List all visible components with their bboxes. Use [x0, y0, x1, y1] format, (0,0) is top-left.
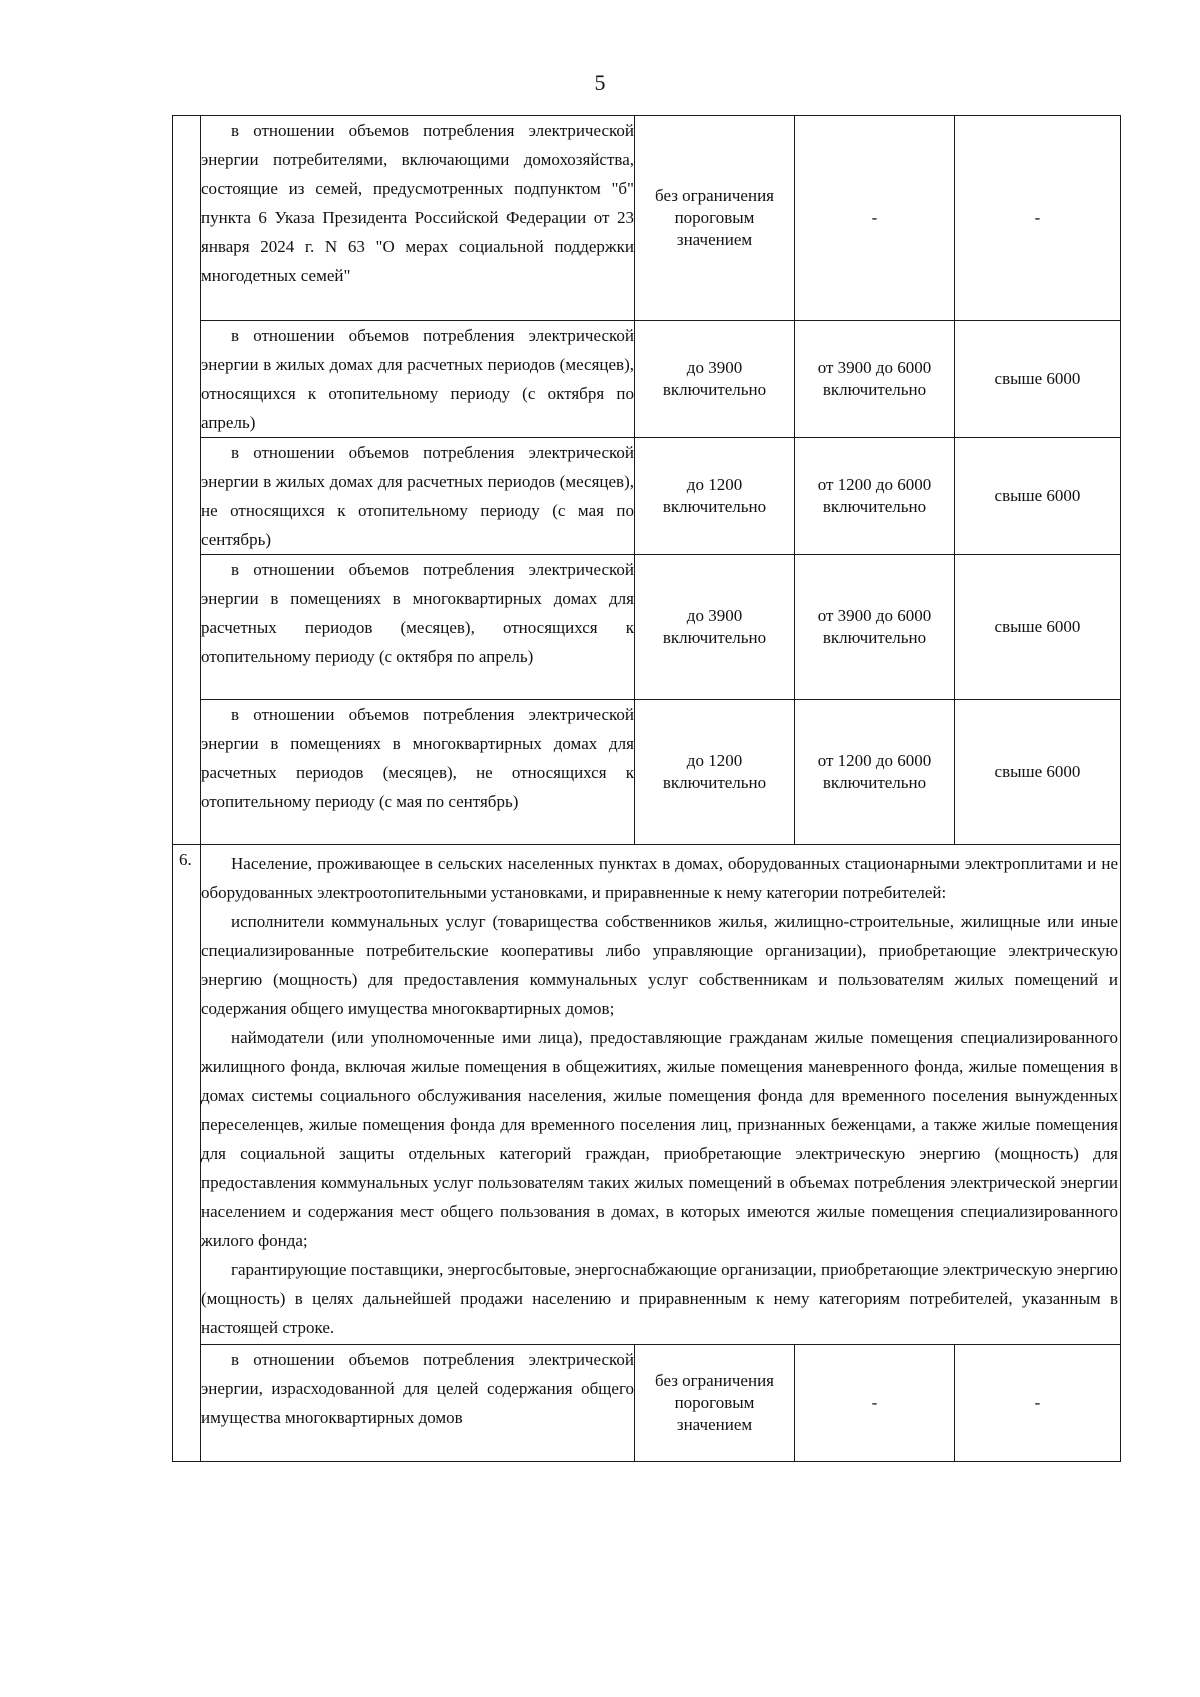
- threshold-2-cell: от 1200 до 6000 включительно: [795, 438, 955, 555]
- row-number: 6.: [179, 850, 192, 869]
- description-cell: [201, 116, 635, 321]
- threshold-3-cell: свыше 6000: [955, 700, 1121, 845]
- threshold-1-cell: без ограничения пороговым значением: [635, 116, 795, 321]
- table-row: [173, 700, 1121, 845]
- table-row: [173, 1345, 1121, 1462]
- threshold-2-cell: -: [795, 116, 955, 321]
- description-cell: [201, 1345, 635, 1462]
- threshold-3-cell: свыше 6000: [955, 555, 1121, 700]
- description-cell: [201, 700, 635, 845]
- table-row: [173, 555, 1121, 700]
- threshold-1-cell: до 3900 включительно: [635, 555, 795, 700]
- table-row: [173, 845, 1121, 1345]
- row-description: в отношении объемов потребления электрической энергии потребителями, включающими домохозяйства, состоящие из семей, предусмотренных подпунктом "б" пункта 6 Указа Президента Российской Федерации от 23 января 2024 г. N 63 "О мерах социальной поддержки многодетных семей": [201, 121, 634, 285]
- page-number: 5: [594, 70, 606, 95]
- section-6-text-cell: [201, 845, 1121, 1345]
- description-cell: [201, 555, 635, 700]
- row-description: в отношении объемов потребления электрической энергии в жилых домах для расчетных периодов (месяцев), не относящихся к отопительному периоду (с мая по сентябрь): [201, 443, 634, 549]
- section-6-paragraph-2: исполнители коммунальных услуг (товарищества собственников жилья, жилищно-строительные, жилищные или иные специализированные потребительские кооперативы либо управляющие организации), приобретающие электрическую энергию (мощность) для предоставления коммунальных услуг собственникам и пользователям жилых помещений и содержания общего имущества многоквартирных домов;: [201, 912, 1118, 1018]
- table-row: [173, 116, 1121, 321]
- threshold-2-cell: от 3900 до 6000 включительно: [795, 555, 955, 700]
- description-cell: [201, 438, 635, 555]
- threshold-3-cell: свыше 6000: [955, 321, 1121, 438]
- row-description: в отношении объемов потребления электрической энергии в жилых домах для расчетных периодов (месяцев), относящихся к отопительному периоду (с октября по апрель): [201, 326, 634, 432]
- tariff-table: [172, 115, 1121, 1462]
- threshold-3-cell: -: [955, 116, 1121, 321]
- row-description: в отношении объемов потребления электрической энергии, израсходованной для целей содержания общего имущества многоквартирных домов: [201, 1350, 634, 1427]
- row-description: в отношении объемов потребления электрической энергии в помещениях в многоквартирных домах для расчетных периодов (месяцев), относящихся к отопительному периоду (с октября по апрель): [201, 560, 634, 666]
- description-cell: [201, 321, 635, 438]
- row-description: в отношении объемов потребления электрической энергии в помещениях в многоквартирных домах для расчетных периодов (месяцев), не относящихся к отопительному периоду (с мая по сентябрь): [201, 705, 634, 811]
- table-row: [173, 321, 1121, 438]
- section-6-paragraph-1: Население, проживающее в сельских населенных пунктах в домах, оборудованных стационарными электроплитами и не оборудованных электроотопительными установками, и приравненные к нему категории потребителей:: [201, 854, 1118, 902]
- threshold-1-cell: до 1200 включительно: [635, 700, 795, 845]
- threshold-3-cell: -: [955, 1345, 1121, 1462]
- threshold-1-cell: до 3900 включительно: [635, 321, 795, 438]
- threshold-2-cell: -: [795, 1345, 955, 1462]
- threshold-1-cell: без ограничения пороговым значением: [635, 1345, 795, 1462]
- table-row: [173, 438, 1121, 555]
- threshold-1-cell: до 1200 включительно: [635, 438, 795, 555]
- section-6-paragraph-3: наймодатели (или уполномоченные ими лица), предоставляющие гражданам жилые помещения специализированного жилищного фонда, включая жилые помещения в общежитиях, жилые помещения маневренного фонда, жилые помещения в домах системы социального обслуживания населения, жилые помещения фонда для временного поселения вынужденных переселенцев, жилые помещения фонда для временного поселения лиц, признанных беженцами, а также жилые помещения для социальной защиты отдельных категорий граждан, приобретающие электрическую энергию (мощность) для предоставления коммунальных услуг пользователям таких жилых помещений в объемах потребления электрической энергии населением и содержания мест общего пользования в домах, в которых имеются жилые помещения специализированного жилого фонда;: [201, 1028, 1118, 1250]
- row-number-cell: [173, 845, 201, 1462]
- threshold-2-cell: от 1200 до 6000 включительно: [795, 700, 955, 845]
- threshold-3-cell: свыше 6000: [955, 438, 1121, 555]
- threshold-2-cell: от 3900 до 6000 включительно: [795, 321, 955, 438]
- section-6-paragraph-4: гарантирующие поставщики, энергосбытовые, энергоснабжающие организации, приобретающие электрическую энергию (мощность) в целях дальнейшей продажи населению и приравненным к нему категориям потребителей, указанным в настоящей строке.: [201, 1260, 1118, 1337]
- row-number-cell: [173, 116, 201, 845]
